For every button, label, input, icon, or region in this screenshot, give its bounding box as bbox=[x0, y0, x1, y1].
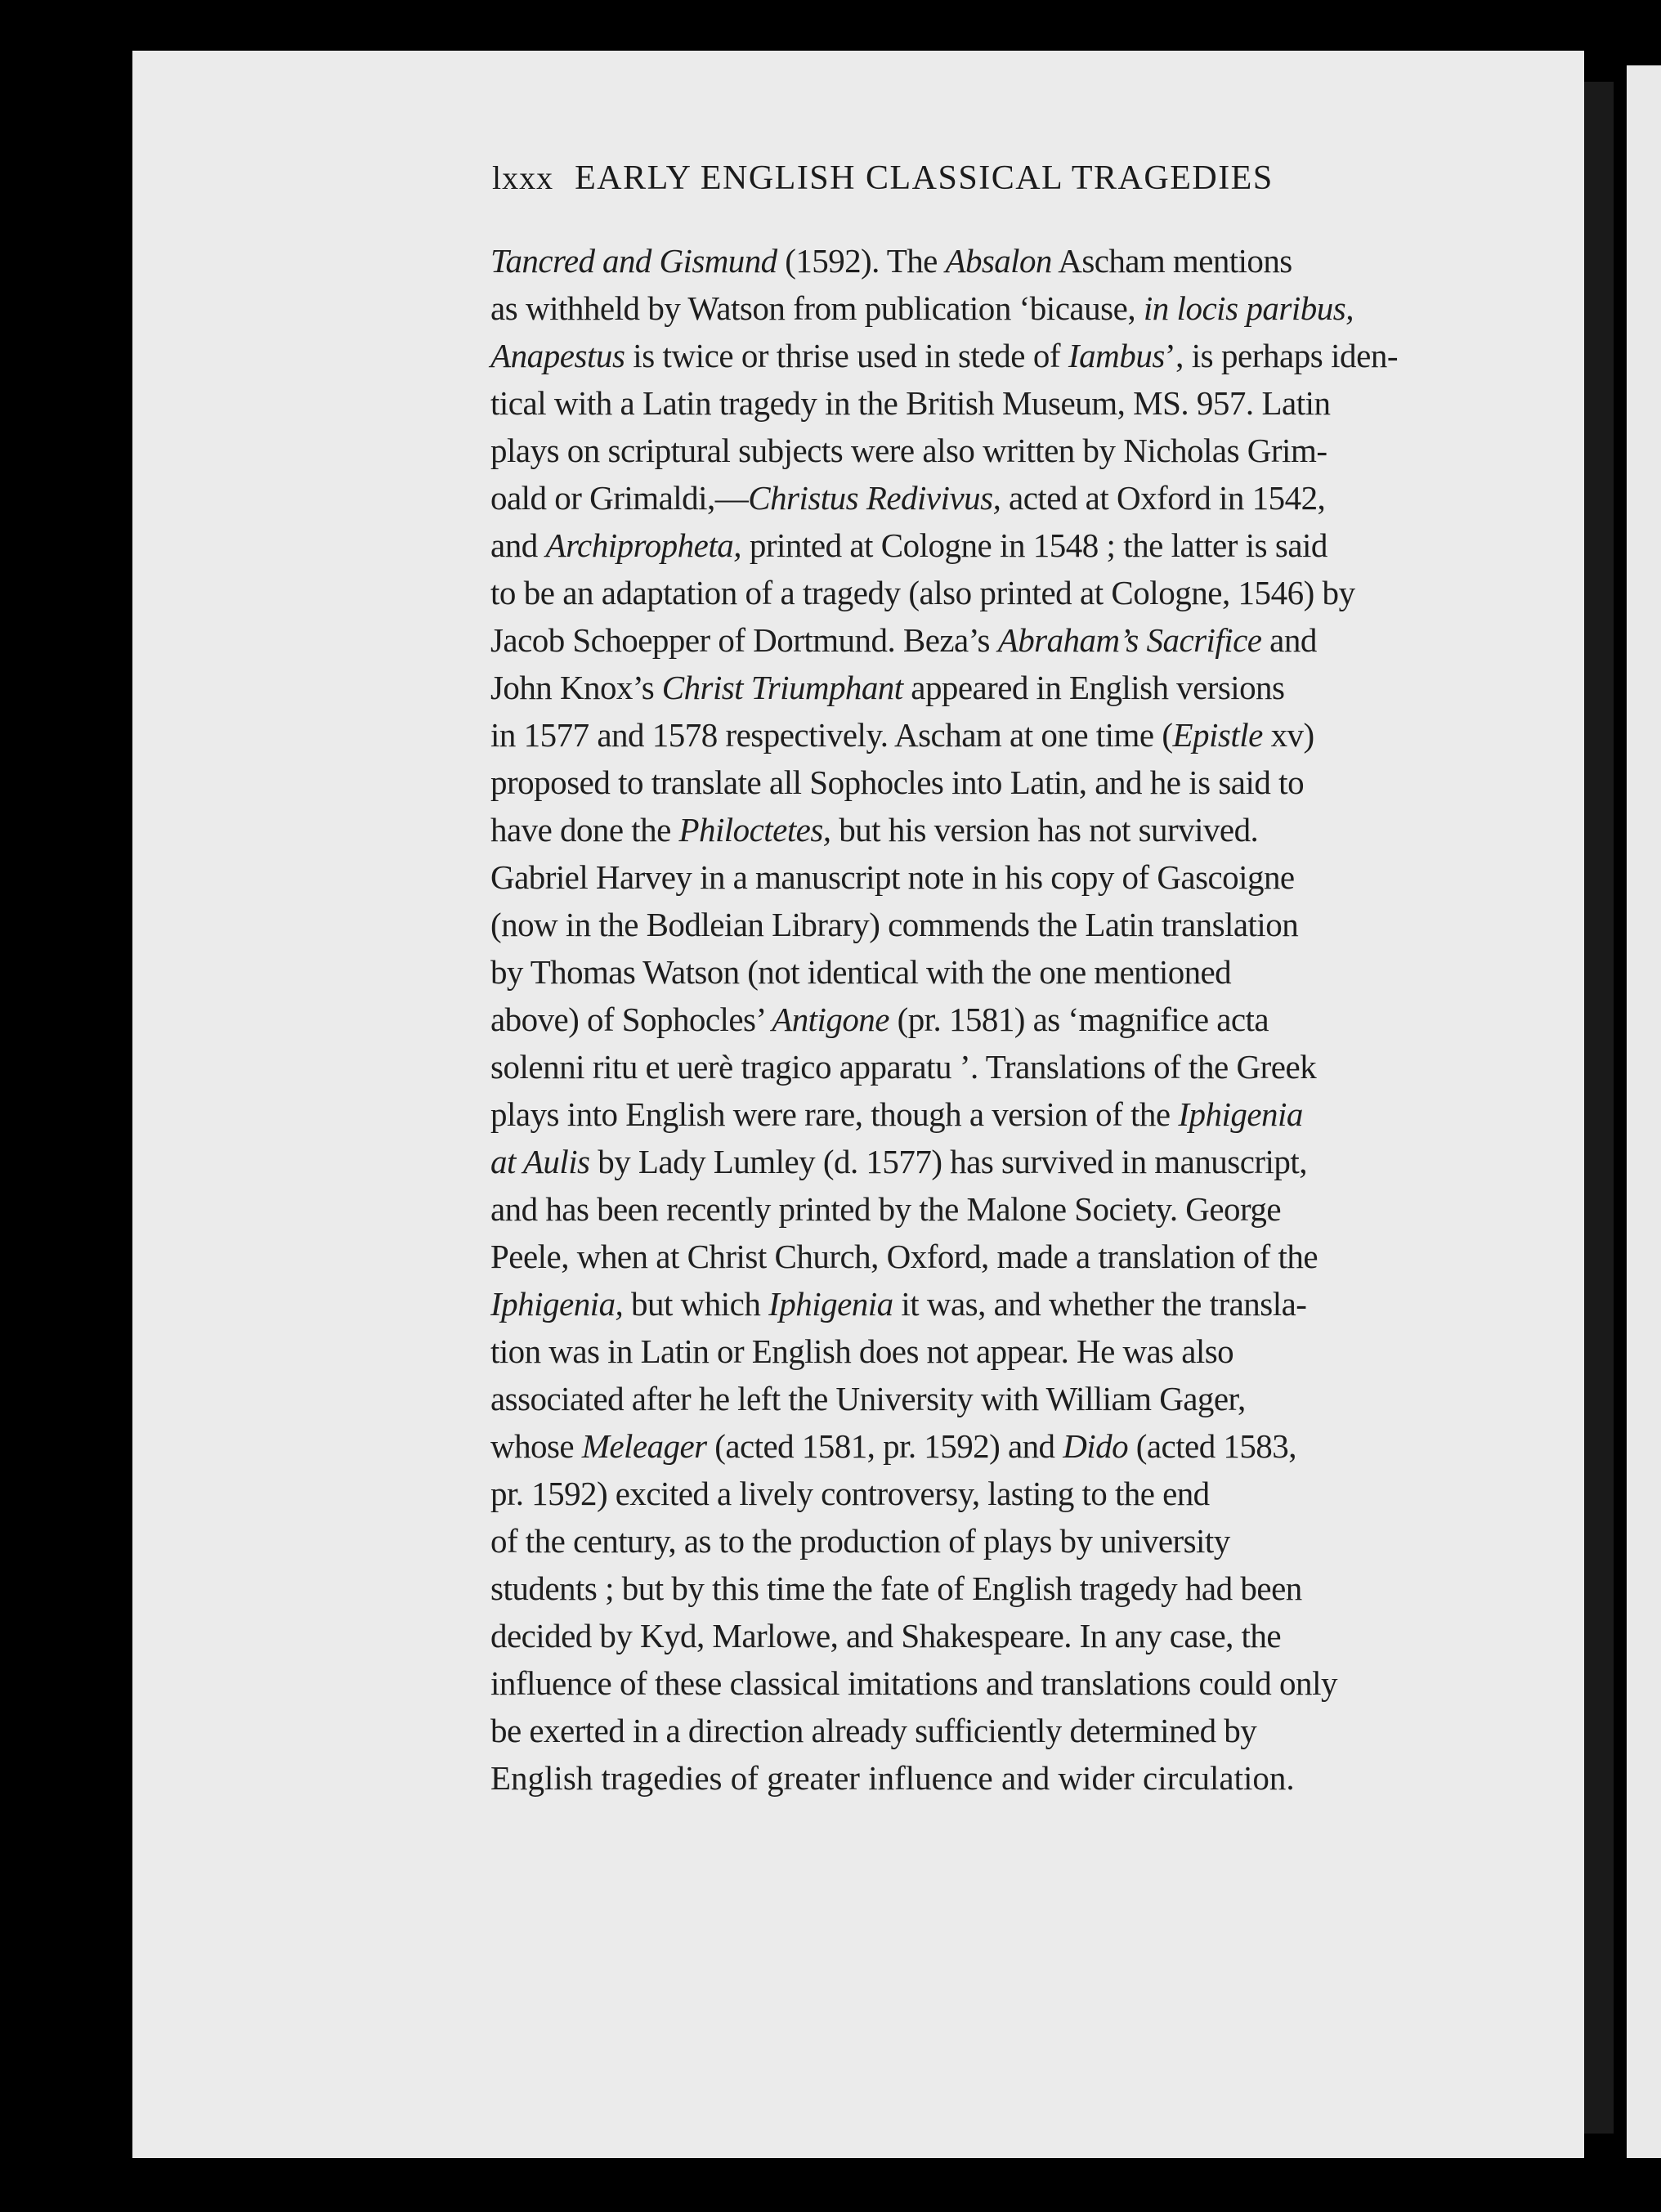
text-line bbox=[490, 1517, 1471, 1565]
text-run: xv) bbox=[1262, 716, 1314, 754]
text-line bbox=[490, 379, 1471, 427]
text-run: printed at Cologne in 1548 ; the latter is said bbox=[741, 526, 1327, 564]
text-run: tical with a Latin tragedy in the British Museum, MS. 957. Latin bbox=[490, 384, 1331, 422]
text-line bbox=[490, 1422, 1471, 1470]
italic-text: Philoctetes, bbox=[678, 811, 831, 849]
italic-text: Meleager bbox=[581, 1427, 707, 1465]
text-run: proposed to translate all Sophocles into Latin, and he is said to bbox=[490, 763, 1305, 801]
text-line bbox=[490, 1043, 1471, 1090]
text-line bbox=[490, 1280, 1471, 1328]
italic-text: Anapestus bbox=[490, 337, 625, 374]
text-run: Jacob Schoepper of Dortmund. Beza’s bbox=[490, 621, 998, 659]
text-line bbox=[490, 427, 1471, 474]
text-line bbox=[490, 616, 1471, 664]
text-run: by Thomas Watson (not identical with the one mentioned bbox=[490, 953, 1232, 991]
text-line bbox=[490, 948, 1471, 996]
text-run: appeared in English versions bbox=[902, 669, 1285, 706]
facing-page-edge bbox=[1627, 65, 1661, 2158]
text-run: pr. 1592) excited a lively controversy, lasting to the end bbox=[490, 1475, 1210, 1512]
italic-text: Iphigenia, bbox=[490, 1285, 624, 1323]
text-line bbox=[490, 1470, 1471, 1517]
running-head: EARLY ENGLISH CLASSICAL TRAGEDIES bbox=[575, 159, 1274, 197]
text-line bbox=[490, 522, 1471, 569]
italic-text: Iambus bbox=[1068, 337, 1165, 374]
text-run: and has been recently printed by the Malone Society. George bbox=[490, 1190, 1282, 1228]
text-line bbox=[490, 1185, 1471, 1233]
text-run: and bbox=[490, 526, 546, 564]
text-line bbox=[490, 1090, 1471, 1138]
text-run: of the century, as to the production of plays by university bbox=[490, 1522, 1230, 1560]
italic-text: Absalon bbox=[945, 242, 1052, 280]
text-line bbox=[490, 853, 1471, 901]
text-line bbox=[490, 1138, 1471, 1185]
text-line bbox=[490, 664, 1471, 711]
text-line bbox=[490, 996, 1471, 1043]
text-run: whose bbox=[490, 1427, 582, 1465]
text-line bbox=[490, 1659, 1471, 1707]
text-line bbox=[490, 1707, 1471, 1754]
text-line bbox=[490, 1233, 1471, 1280]
text-run: (acted 1581, pr. 1592) and bbox=[706, 1427, 1063, 1465]
text-run: have done the bbox=[490, 811, 679, 849]
text-run: to be an adaptation of a tragedy (also printed at Cologne, 1546) by bbox=[490, 574, 1355, 611]
text-run: (now in the Bodleian Library) commends the Latin translation bbox=[490, 906, 1299, 943]
text-run: Peele, when at Christ Church, Oxford, made a translation of the bbox=[490, 1238, 1319, 1275]
text-run: Ascham mentions bbox=[1051, 242, 1292, 280]
text-run: as withheld by Watson from publication ‘bicause, bbox=[490, 289, 1144, 327]
text-line bbox=[490, 759, 1471, 806]
text-run: plays into English were rare, though a version of the bbox=[490, 1095, 1179, 1133]
text-line bbox=[490, 332, 1471, 379]
text-line bbox=[490, 901, 1471, 948]
text-run: students ; but by this time the fate of English tragedy had been bbox=[490, 1569, 1302, 1607]
text-run: John Knox’s bbox=[490, 669, 662, 706]
italic-text: in locis paribus, bbox=[1143, 289, 1354, 327]
text-run: above) of Sophocles’ bbox=[490, 1001, 772, 1038]
page-spine-shadow bbox=[1584, 82, 1614, 2134]
text-run: but which bbox=[623, 1285, 769, 1323]
text-line bbox=[490, 237, 1471, 284]
text-run: it was, and whether the transla- bbox=[893, 1285, 1307, 1323]
text-run: (pr. 1581) as ‘magnifice acta bbox=[889, 1001, 1269, 1038]
page-header bbox=[492, 159, 1448, 208]
italic-text: Iphigenia bbox=[1178, 1095, 1303, 1133]
text-run: but his version has not survived. bbox=[830, 811, 1259, 849]
page-number: lxxx bbox=[492, 159, 554, 196]
italic-text: Abraham’s Sacrifice bbox=[997, 621, 1262, 659]
text-run: associated after he left the University with William Gager, bbox=[490, 1380, 1246, 1417]
text-run: decided by Kyd, Marlowe, and Shakespeare. In any case, the bbox=[490, 1617, 1281, 1655]
text-line bbox=[490, 569, 1471, 616]
italic-text: Archipropheta, bbox=[545, 526, 742, 564]
text-run: is twice or thrise used in stede of bbox=[625, 337, 1068, 374]
body-paragraph bbox=[490, 237, 1471, 1802]
italic-text: Epistle bbox=[1172, 716, 1263, 754]
italic-text: Dido bbox=[1063, 1427, 1129, 1465]
text-run: oald or Grimaldi,— bbox=[490, 479, 749, 517]
text-run: (acted 1583, bbox=[1128, 1427, 1296, 1465]
italic-text: Christ Triumphant bbox=[661, 669, 903, 706]
text-line bbox=[490, 806, 1471, 853]
text-run: in 1577 and 1578 respectively. Ascham at one time ( bbox=[490, 716, 1173, 754]
text-run: solenni ritu et uerè tragico apparatu ’. Translations of the Greek bbox=[490, 1048, 1317, 1086]
text-line bbox=[490, 1375, 1471, 1422]
italic-text: Antigone bbox=[772, 1001, 889, 1038]
text-run: be exerted in a direction already sufficiently determined by bbox=[490, 1712, 1257, 1749]
text-line bbox=[490, 711, 1471, 759]
text-run: Gabriel Harvey in a manuscript note in his copy of Gascoigne bbox=[490, 858, 1295, 896]
italic-text: Iphigenia bbox=[768, 1285, 893, 1323]
text-line bbox=[490, 474, 1471, 522]
text-line bbox=[490, 1612, 1471, 1659]
text-run: (1592). The bbox=[777, 242, 946, 280]
text-run: ’, is perhaps iden- bbox=[1164, 337, 1399, 374]
text-line bbox=[490, 1565, 1471, 1612]
text-run: influence of these classical imitations and translations could only bbox=[490, 1664, 1338, 1702]
text-run: plays on scriptural subjects were also written by Nicholas Grim- bbox=[490, 432, 1327, 469]
text-line bbox=[490, 284, 1471, 332]
text-run: tion was in Latin or English does not appear. He was also bbox=[490, 1332, 1234, 1370]
italic-text: Tancred and Gismund bbox=[490, 242, 777, 280]
text-run: and bbox=[1261, 621, 1317, 659]
text-run: English tragedies of greater influence and wider circulation. bbox=[490, 1759, 1295, 1797]
text-line bbox=[490, 1328, 1471, 1375]
text-run: acted at Oxford in 1542, bbox=[1001, 479, 1326, 517]
italic-text: Christus Redivivus, bbox=[748, 479, 1001, 517]
text-line bbox=[490, 1754, 1471, 1802]
text-run: by Lady Lumley (d. 1577) has survived in manuscript, bbox=[589, 1143, 1307, 1180]
italic-text: at Aulis bbox=[490, 1143, 590, 1180]
